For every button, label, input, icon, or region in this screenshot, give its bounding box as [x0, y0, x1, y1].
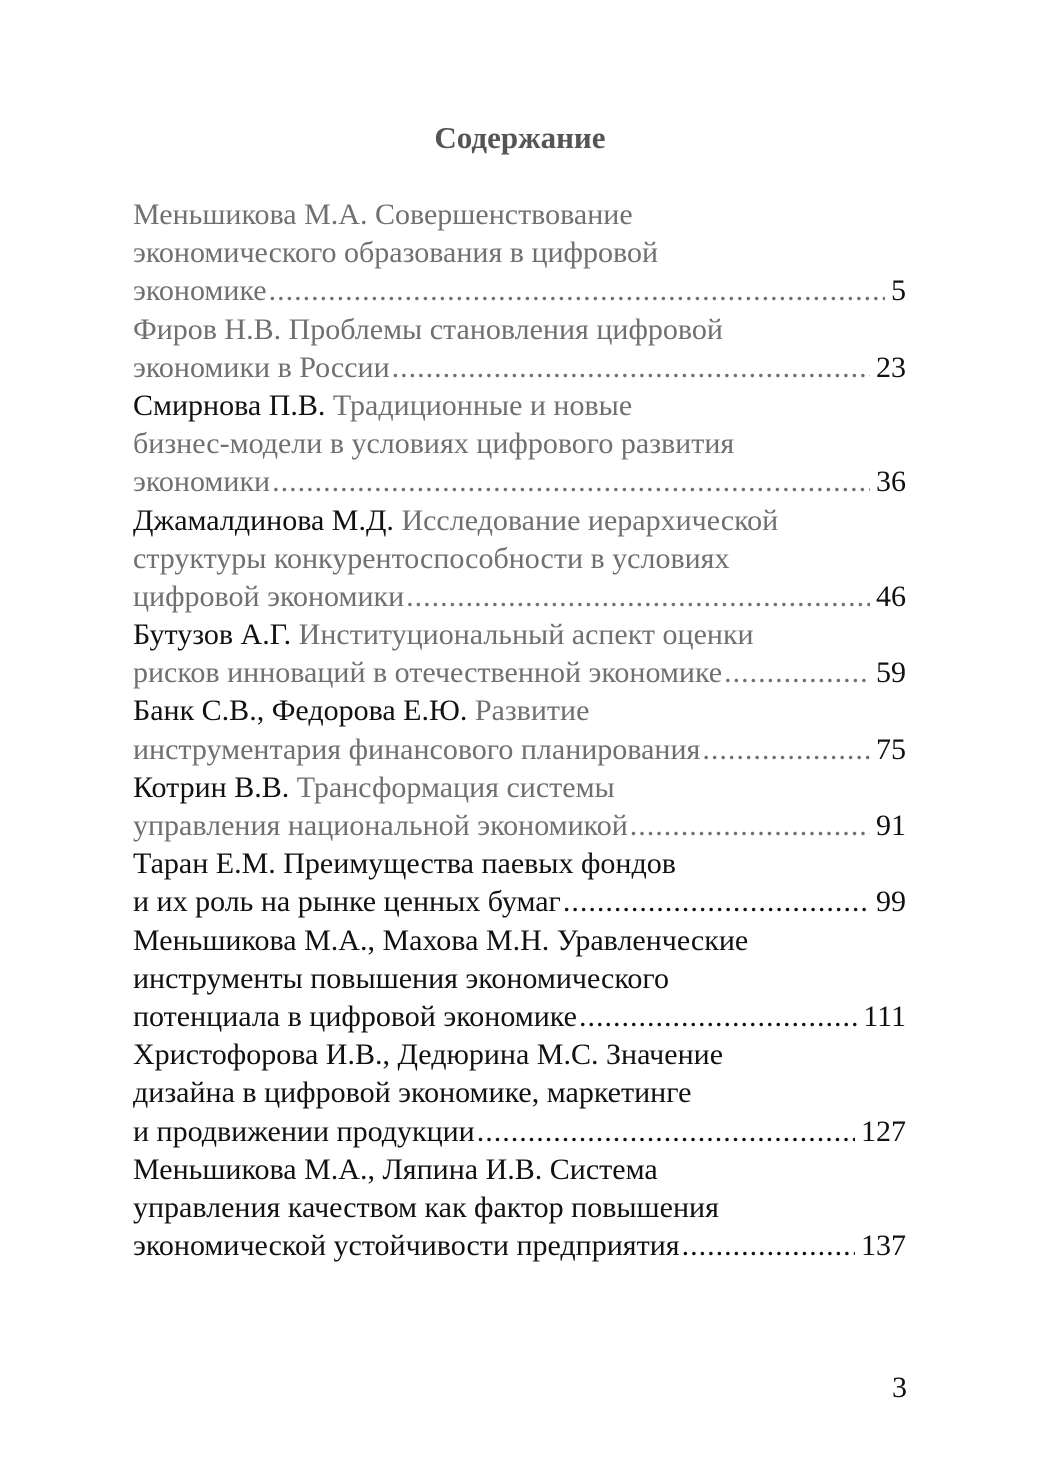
- toc-author: Меньшикова М.А.: [133, 198, 368, 231]
- toc-author: Меньшикова М.А., Ляпина И.В.: [133, 1152, 543, 1186]
- toc-title-line: Преимущества паевых фондов: [283, 847, 676, 881]
- toc-author: Банк С.В., Федорова Е.Ю.: [133, 694, 468, 728]
- toc-title-line: Традиционные и новые: [332, 388, 633, 422]
- dot-leader: [477, 1113, 855, 1151]
- toc-title-line: управления качеством как фактор повышения: [133, 1190, 719, 1224]
- toc-author: Таран Е.М.: [133, 847, 276, 881]
- toc-entry[interactable]: [133, 922, 906, 1037]
- toc-page-number: 36: [876, 465, 906, 499]
- toc-page-number: 23: [876, 350, 906, 384]
- toc-title-line: бизнес-модели в условиях цифрового развития: [133, 427, 735, 461]
- dot-leader: [269, 272, 885, 310]
- toc-title-line: и их роль на рынке ценных бумаг: [133, 885, 561, 919]
- dot-leader: [272, 463, 870, 501]
- dot-leader: [563, 883, 870, 921]
- toc-author: Меньшикова М.А., Махова М.Н.: [133, 923, 550, 957]
- toc-title-line: Развитие: [474, 694, 590, 728]
- toc-author: Бутузов А.Г.: [133, 618, 292, 652]
- toc-page-number: 127: [861, 1114, 906, 1148]
- toc-title-line: Совершенствование: [374, 198, 633, 231]
- toc-entry[interactable]: [133, 616, 906, 692]
- dot-leader: [392, 349, 870, 387]
- toc-entry[interactable]: [133, 845, 906, 921]
- toc-title-line: экономики: [133, 465, 271, 499]
- dot-leader: [630, 807, 870, 845]
- toc-title-line: потенциала в цифровой экономике: [133, 999, 577, 1033]
- toc-title-line: Исследование иерархической: [401, 503, 779, 537]
- toc-title-line: экономического образования в цифровой: [133, 236, 658, 270]
- toc-author: Котрин В.В.: [133, 770, 290, 804]
- toc-author: Джамалдинова М.Д.: [133, 503, 394, 537]
- toc-title-line: инструментария финансового планирования: [133, 732, 701, 766]
- toc-title-line: экономики в России: [133, 350, 390, 384]
- dot-leader: [702, 731, 870, 769]
- toc-page-number: 59: [876, 656, 906, 690]
- toc-entry[interactable]: [133, 502, 906, 617]
- toc-entry[interactable]: [133, 387, 906, 502]
- toc-title-line: Система: [549, 1152, 658, 1186]
- toc-title-line: рисков инноваций в отечественной экономике: [133, 656, 723, 690]
- toc-entry[interactable]: [133, 1151, 906, 1266]
- toc-title-line: управления национальной экономикой: [133, 809, 628, 842]
- toc-title-line: инструменты повышения экономического: [133, 961, 669, 995]
- toc-page-number: 111: [863, 999, 906, 1033]
- dot-leader: [682, 1227, 855, 1265]
- toc-page-number: 46: [876, 579, 906, 613]
- toc-title-line: цифровой экономики: [133, 579, 405, 613]
- toc-title-line: экономике: [133, 274, 267, 308]
- toc-title-line: Уравленческие: [556, 923, 749, 957]
- table-of-contents: [133, 196, 906, 1265]
- toc-page-number: 75: [876, 732, 906, 766]
- toc-title-line: экономической устойчивости предприятия: [133, 1229, 680, 1263]
- toc-title-line: дизайна в цифровой экономике, маркетинге: [133, 1076, 692, 1110]
- dot-leader: [724, 654, 870, 692]
- toc-entry[interactable]: [133, 769, 906, 845]
- toc-author: Фиров Н.В.: [133, 312, 282, 346]
- toc-author: Смирнова П.В.: [133, 388, 326, 422]
- page-title: Содержание: [434, 120, 606, 155]
- toc-entry[interactable]: [133, 1036, 906, 1151]
- toc-author: Христофорова И.В., Дедюрина М.С.: [133, 1038, 599, 1072]
- toc-entry[interactable]: [133, 692, 906, 768]
- toc-page-number: 137: [861, 1229, 906, 1263]
- toc-title-line: Трансформация системы: [296, 770, 615, 804]
- toc-entry[interactable]: [133, 311, 906, 387]
- toc-page-number: 99: [876, 885, 906, 919]
- toc-title-line: Институциональный аспект оценки: [298, 618, 754, 652]
- toc-page-number: 5: [891, 274, 906, 308]
- toc-entry[interactable]: [133, 196, 906, 311]
- toc-title-line: и продвижении продукции: [133, 1114, 475, 1148]
- toc-page-number: 91: [876, 809, 906, 842]
- toc-title-line: структуры конкурентоспособности в условиях: [133, 541, 730, 575]
- dot-leader: [579, 998, 857, 1036]
- toc-title-line: Значение: [605, 1038, 724, 1072]
- toc-title-line: Проблемы становления цифровой: [288, 312, 723, 346]
- dot-leader: [406, 578, 870, 616]
- page-number: 3: [892, 1371, 907, 1404]
